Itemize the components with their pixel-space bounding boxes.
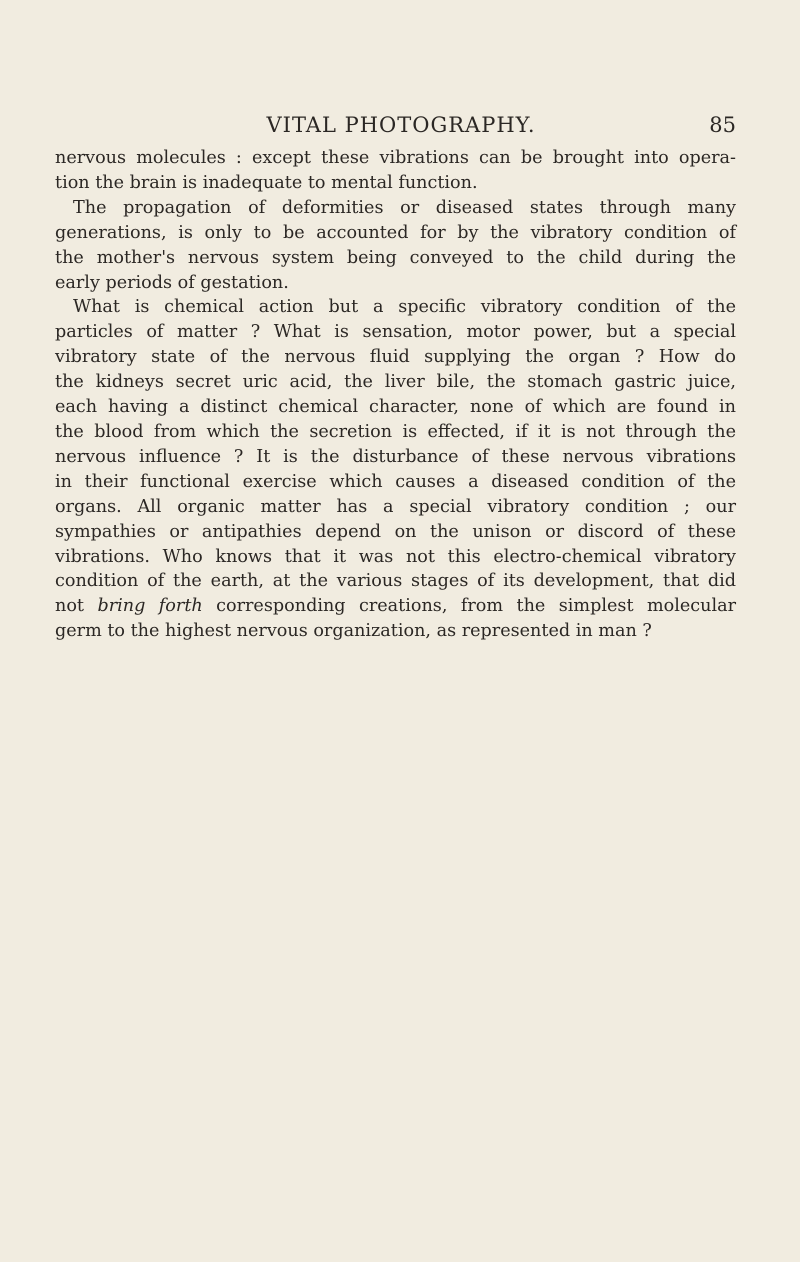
running-head — [66, 113, 736, 143]
italic-phrase: bring forth — [97, 596, 203, 617]
running-title: VITAL PHOTOGRAPHY. — [266, 113, 536, 137]
text-line: nervous molecules : except these vibrations can be brought into opera- — [55, 148, 736, 168]
text-line: the mother's nervous system being conveyed to the child during the — [55, 247, 736, 268]
text-line: vibratory state of the nervous fluid supplying the organ ? How do — [55, 347, 736, 368]
text-line: particles of matter ? What is sensation, motor power, but a special — [55, 322, 736, 343]
text-line: generations, is only to be accounted for by the vibratory condition of — [55, 222, 736, 243]
text-line: What is chemical action but a specific vibratory condition of the — [73, 297, 736, 318]
text-line: the blood from which the secretion is effected, if it is not through the — [55, 421, 736, 442]
text-line-with-italics — [55, 594, 736, 619]
text-line: condition of the earth, at the various stages of its development, that did — [55, 571, 736, 592]
text-run: corresponding creations, from the simplest molecular — [202, 596, 736, 617]
text-line: sympathies or antipathies depend on the unison or discord of these — [55, 521, 736, 542]
text-line: tion the brain is inadequate to mental function. — [55, 172, 478, 193]
page-number: 85 — [709, 113, 736, 137]
text-line: The propagation of deformities or diseased states through many — [73, 197, 736, 218]
text-line: organs. All organic matter has a special vibratory condition ; our — [55, 496, 736, 517]
text-line: nervous influence ? It is the disturbance of these nervous vibrations — [55, 446, 736, 467]
text-line: early periods of gestation. — [55, 272, 289, 293]
text-line: germ to the highest nervous organization, as represented in man ? — [55, 621, 652, 642]
body-text — [55, 146, 736, 644]
text-line: the kidneys secret uric acid, the liver bile, the stomach gastric juice, — [55, 372, 736, 393]
text-line: vibrations. Who knows that it was not this electro-chemical vibratory — [55, 546, 736, 567]
text-line: each having a distinct chemical character, none of which are found in — [55, 397, 736, 418]
text-run: not — [55, 596, 98, 617]
text-line: in their functional exercise which causes a diseased condition of the — [55, 471, 736, 492]
